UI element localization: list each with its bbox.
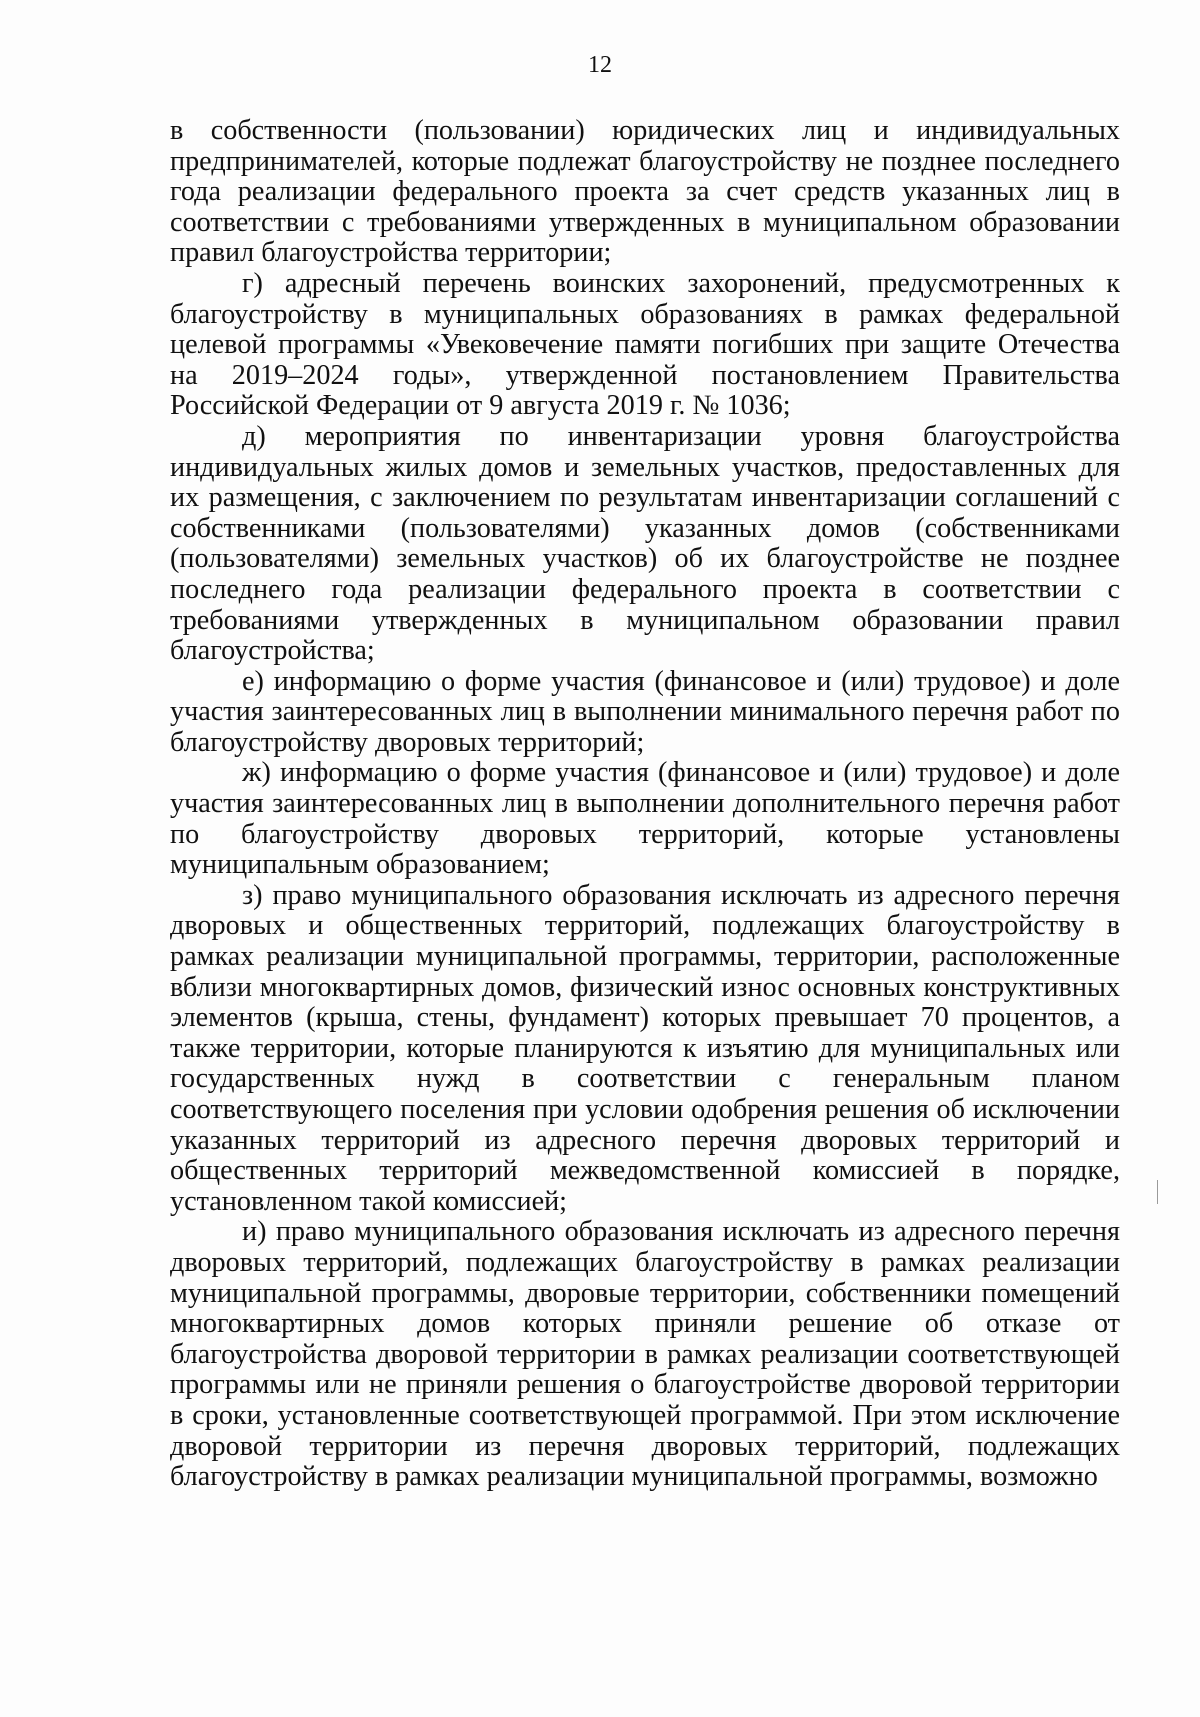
paragraph-continuation: в собственности (пользовании) юридических лиц и индивидуальных предпринимателей, которые подлежат благоустройству не позднее последнего года реализации федерального проекта за счет средств указанных лиц в соответствии с требованиями утвержденных в муниципальном образовании правил благоустройства территории; [170,115,1120,269]
paragraph-item-e: е) информацию о форме участия (финансовое и (или) трудовое) и доле участия заинтересованных лиц в выполнении минимального перечня работ по благоустройству дворовых территорий; [170,665,1120,758]
page-number: 12 [588,52,612,78]
paragraph-item-zh: ж) информацию о форме участия (финансовое и (или) трудовое) и доле участия заинтересованных лиц в выполнении дополнительного перечня работ по благоустройству дворовых территорий, которые установлены муниципальным образованием; [170,757,1120,881]
paragraph-item-d: д) мероприятия по инвентаризации уровня благоустройства индивидуальных жилых домов и земельных участков, предоставленных для их размещения, с заключением по результатам инвентаризации соглашений с собственниками (пользователями) указанных домов (собственниками (пользователями) земельных участков) об их благоустройстве не позднее последнего года реализации федерального проекта в соответствии с требованиями утвержденных в муниципальном образовании правил благоустройства; [170,420,1120,667]
document-body [170,116,1120,1493]
paragraph-item-z: з) право муниципального образования исключать из адресного перечня дворовых и общественных территорий, подлежащих благоустройству в рамках реализации муниципальной программы, территории, расположенные вблизи многоквартирных домов, физический износ основных конструктивных элементов (крыша, стены, фундамент) которых превышает 70 процентов, а также территории, которые планируются к изъятию для муниципальных или государственных нужд в соответствии с генеральным планом соответствующего поселения при условии одобрения решения об исключении указанных территорий из адресного перечня дворовых территорий и общественных территорий межведомственной комиссией в порядке, установленном такой комиссией; [170,879,1120,1217]
paragraph-item-i: и) право муниципального образования исключать из адресного перечня дворовых территорий, подлежащих благоустройству в рамках реализации муниципальной программы, дворовые территории, собственники помещений многоквартирных домов которых приняли решение об отказе от благоустройства дворовой территории в рамках реализации соответствующей программы или не приняли решения о благоустройстве дворовой территории в сроки, установленные соответствующей программой. При этом исключение дворовой территории из перечня дворовых территорий, подлежащих благоустройству в рамках реализации муниципальной программы, возможно [170,1216,1120,1493]
scan-mark [1157,1180,1158,1204]
paragraph-item-g: г) адресный перечень воинских захоронений, предусмотренных к благоустройству в муниципальных образованиях в рамках федеральной целевой программы «Увековечение памяти погибших при защите Отечества на 2019–2024 годы», утвержденной постановлением Правительства Российской Федерации от 9 августа 2019 г. № 1036; [170,267,1120,422]
